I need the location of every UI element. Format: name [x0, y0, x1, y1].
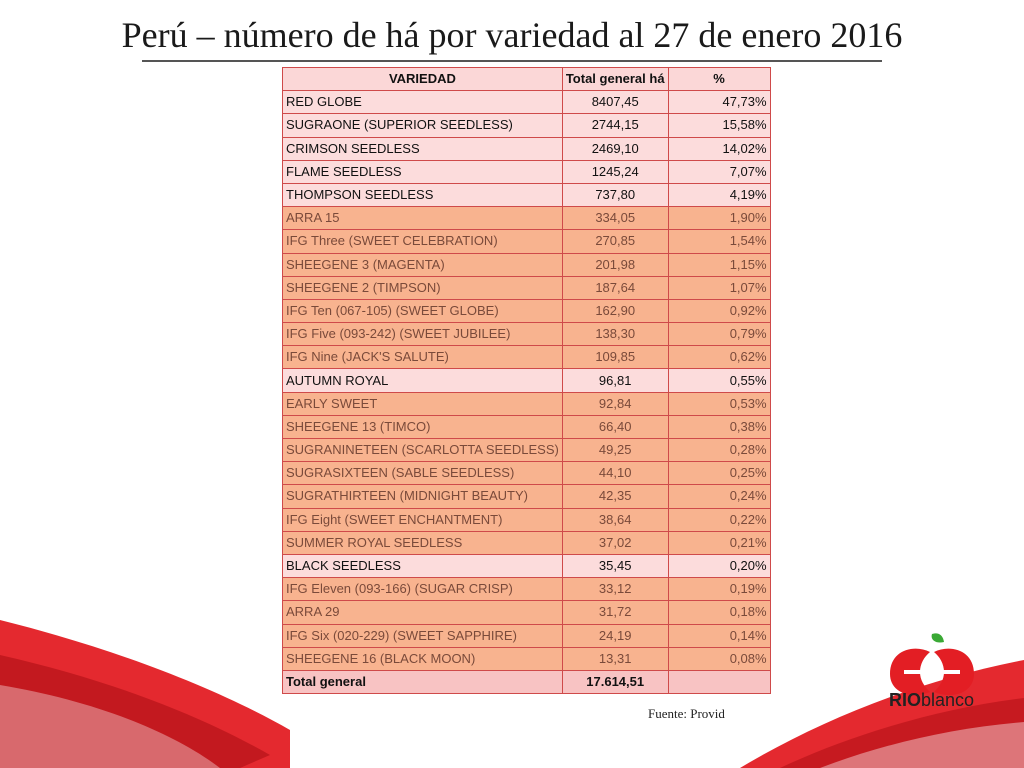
percent-cell: 14,02% — [668, 137, 770, 160]
table-row — [283, 531, 771, 554]
table-row — [283, 554, 771, 577]
variety-name-cell: IFG Nine (JACK'S SALUTE) — [283, 346, 563, 369]
variety-name-cell: IFG Ten (067-105) (SWEET GLOBE) — [283, 299, 563, 322]
table-body — [283, 91, 771, 671]
hectares-cell: 33,12 — [562, 578, 668, 601]
variety-name-cell: SHEEGENE 13 (TIMCO) — [283, 415, 563, 438]
percent-cell: 0,18% — [668, 601, 770, 624]
hectares-cell: 162,90 — [562, 299, 668, 322]
table-row — [283, 207, 771, 230]
variety-name-cell: SUGRANINETEEN (SCARLOTTA SEEDLESS) — [283, 439, 563, 462]
table-row — [283, 508, 771, 531]
variety-name-cell: FLAME SEEDLESS — [283, 160, 563, 183]
variety-name-cell: RED GLOBE — [283, 91, 563, 114]
header-variedad: VARIEDAD — [283, 68, 563, 91]
percent-cell: 1,90% — [668, 207, 770, 230]
table-row — [283, 253, 771, 276]
rioblanco-logo-text — [889, 690, 974, 711]
variety-name-cell: ARRA 29 — [283, 601, 563, 624]
table-total-row — [283, 670, 771, 693]
total-label: Total general — [283, 670, 563, 693]
variety-name-cell: SHEEGENE 16 (BLACK MOON) — [283, 647, 563, 670]
percent-cell: 0,92% — [668, 299, 770, 322]
table-row — [283, 230, 771, 253]
table-row — [283, 91, 771, 114]
table-row — [283, 369, 771, 392]
table-row — [283, 183, 771, 206]
table-header-row — [283, 68, 771, 91]
variety-name-cell: CRIMSON SEEDLESS — [283, 137, 563, 160]
hectares-cell: 24,19 — [562, 624, 668, 647]
variety-name-cell: AUTUMN ROYAL — [283, 369, 563, 392]
table-row — [283, 462, 771, 485]
variety-name-cell: SUGRATHIRTEEN (MIDNIGHT BEAUTY) — [283, 485, 563, 508]
percent-cell: 0,38% — [668, 415, 770, 438]
hectares-cell: 38,64 — [562, 508, 668, 531]
table-row — [283, 601, 771, 624]
hectares-cell: 35,45 — [562, 554, 668, 577]
variety-name-cell: SHEEGENE 3 (MAGENTA) — [283, 253, 563, 276]
hectares-cell: 8407,45 — [562, 91, 668, 114]
percent-cell: 0,19% — [668, 578, 770, 601]
percent-cell: 0,21% — [668, 531, 770, 554]
percent-cell: 1,07% — [668, 276, 770, 299]
percent-cell: 0,28% — [668, 439, 770, 462]
hectares-cell: 109,85 — [562, 346, 668, 369]
variety-name-cell: SUMMER ROYAL SEEDLESS — [283, 531, 563, 554]
variety-name-cell: SUGRAONE (SUPERIOR SEEDLESS) — [283, 114, 563, 137]
percent-cell: 47,73% — [668, 91, 770, 114]
variety-name-cell: BLACK SEEDLESS — [283, 554, 563, 577]
table-row — [283, 346, 771, 369]
table-row — [283, 137, 771, 160]
percent-cell: 0,55% — [668, 369, 770, 392]
percent-cell: 15,58% — [668, 114, 770, 137]
hectares-cell: 270,85 — [562, 230, 668, 253]
variety-name-cell: SHEEGENE 2 (TIMPSON) — [283, 276, 563, 299]
table-row — [283, 624, 771, 647]
table-row — [283, 439, 771, 462]
percent-cell: 0,25% — [668, 462, 770, 485]
hectares-cell: 201,98 — [562, 253, 668, 276]
hectares-cell: 42,35 — [562, 485, 668, 508]
source-note: Fuente: Provid — [648, 706, 725, 721]
variety-name-cell: ARRA 15 — [283, 207, 563, 230]
table-row — [283, 415, 771, 438]
hectares-cell: 13,31 — [562, 647, 668, 670]
hectares-cell: 44,10 — [562, 462, 668, 485]
table-row — [283, 276, 771, 299]
logo-text-bold: RIO — [889, 690, 922, 710]
percent-cell: 0,79% — [668, 323, 770, 346]
percent-cell: 0,20% — [668, 554, 770, 577]
table-row — [283, 299, 771, 322]
table-row — [283, 114, 771, 137]
variety-name-cell: IFG Eight (SWEET ENCHANTMENT) — [283, 508, 563, 531]
variety-name-cell: THOMPSON SEEDLESS — [283, 183, 563, 206]
hectares-cell: 737,80 — [562, 183, 668, 206]
total-ha: 17.614,51 — [562, 670, 668, 693]
table-row — [283, 647, 771, 670]
percent-cell: 7,07% — [668, 160, 770, 183]
hectares-cell: 31,72 — [562, 601, 668, 624]
hectares-cell: 187,64 — [562, 276, 668, 299]
table-row — [283, 578, 771, 601]
hectares-cell: 2469,10 — [562, 137, 668, 160]
percent-cell: 0,08% — [668, 647, 770, 670]
variety-table — [282, 67, 771, 694]
hectares-cell: 334,05 — [562, 207, 668, 230]
page-title: Perú – número de há por variedad al 27 de enero 2016 — [121, 15, 903, 55]
hectares-cell: 138,30 — [562, 323, 668, 346]
hectares-cell: 1245,24 — [562, 160, 668, 183]
percent-cell: 0,22% — [668, 508, 770, 531]
variety-name-cell: IFG Six (020-229) (SWEET SAPPHIRE) — [283, 624, 563, 647]
percent-cell: 0,24% — [668, 485, 770, 508]
variety-name-cell: IFG Three (SWEET CELEBRATION) — [283, 230, 563, 253]
variety-name-cell: IFG Five (093-242) (SWEET JUBILEE) — [283, 323, 563, 346]
percent-cell: 1,15% — [668, 253, 770, 276]
hectares-cell: 2744,15 — [562, 114, 668, 137]
percent-cell: 1,54% — [668, 230, 770, 253]
percent-cell: 0,62% — [668, 346, 770, 369]
table-row — [283, 323, 771, 346]
variety-name-cell: SUGRASIXTEEN (SABLE SEEDLESS) — [283, 462, 563, 485]
percent-cell: 0,53% — [668, 392, 770, 415]
hectares-cell: 37,02 — [562, 531, 668, 554]
hectares-cell: 92,84 — [562, 392, 668, 415]
percent-cell: 0,14% — [668, 624, 770, 647]
table-row — [283, 160, 771, 183]
variety-name-cell: EARLY SWEET — [283, 392, 563, 415]
hectares-cell: 96,81 — [562, 369, 668, 392]
hectares-cell: 66,40 — [562, 415, 668, 438]
percent-cell: 4,19% — [668, 183, 770, 206]
logo-text-regular: blanco — [921, 690, 975, 710]
header-percent: % — [668, 68, 770, 91]
table-row — [283, 392, 771, 415]
header-total-ha: Total general há — [562, 68, 668, 91]
title-underline — [142, 60, 882, 62]
table-row — [283, 485, 771, 508]
variety-name-cell: IFG Eleven (093-166) (SUGAR CRISP) — [283, 578, 563, 601]
total-pct — [668, 670, 770, 693]
hectares-cell: 49,25 — [562, 439, 668, 462]
